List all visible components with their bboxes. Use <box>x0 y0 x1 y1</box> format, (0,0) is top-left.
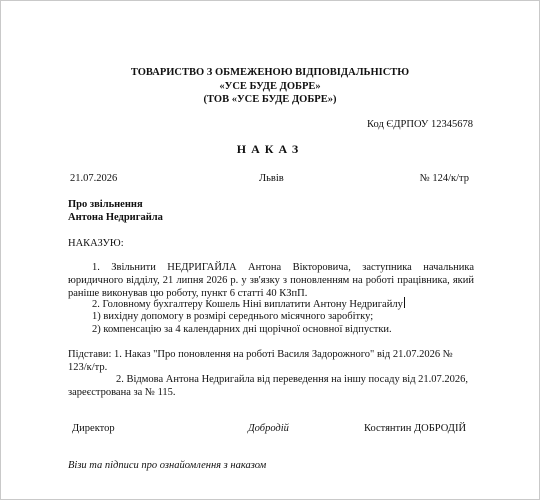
order-item-2-sub2: 2) компенсацію за 4 календарних дні щорічної основної відпустки. <box>92 324 392 335</box>
order-word: НАКАЗУЮ: <box>68 238 124 249</box>
order-item-2-sub1: 1) вихідну допомогу в розмірі середнього місячного заробітку; <box>92 311 374 322</box>
signature-name: Костянтин ДОБРОДІЙ <box>364 423 467 434</box>
basis-line2-cont: зареєстрована за № 115. <box>68 387 176 398</box>
document-title: НАКАЗ <box>236 142 304 156</box>
basis-line1: Підстави: 1. Наказ "Про поновлення на роботі Василя Задорожного" від 21.07.2026 № <box>68 349 453 360</box>
company-name-short: (ТОВ «УСЕ БУДЕ ДОБРЕ») <box>203 94 337 105</box>
basis-line2: 2. Відмова Антона Недригайла від переведення на іншу посаду від 21.07.2026, <box>116 374 469 385</box>
order-item-2 <box>92 297 405 311</box>
basis-line1-cont: 123/к/тр. <box>68 362 108 373</box>
company-name-line2: «УСЕ БУДЕ ДОБРЕ» <box>219 81 321 92</box>
signature-position: Директор <box>72 423 115 434</box>
order-date: 21.07.2026 <box>70 173 118 184</box>
order-item-2-text: 2. Головному бухгалтеру Кошель Ніні виплатити Антону Недригайлу <box>92 299 403 310</box>
acquaintance-note: Візи та підписи про ознайомлення з наказом <box>68 460 267 471</box>
edrpou-code: Код ЄДРПОУ 12345678 <box>367 119 473 130</box>
subject-line2: Антона Недригайла <box>68 212 163 223</box>
company-name-line1: ТОВАРИСТВО З ОБМЕЖЕНОЮ ВІДПОВІДАЛЬНІСТЮ <box>130 67 410 78</box>
text-cursor <box>404 297 405 308</box>
order-item-1: 1. Звільнити НЕДРИГАЙЛА Антона Вікторовича, заступника начальника юридичного відділу, 21 липня 2026 р. у зв'язку з поновленням на роботі працівника, який раніше виконував цю роботу, пункт 6 статті 40 КЗпП. <box>68 262 474 299</box>
order-city: Львів <box>259 173 284 184</box>
subject-line1: Про звільнення <box>68 199 143 210</box>
signature-sign: Добродій <box>248 423 289 434</box>
order-number: № 124/к/тр <box>419 173 469 184</box>
